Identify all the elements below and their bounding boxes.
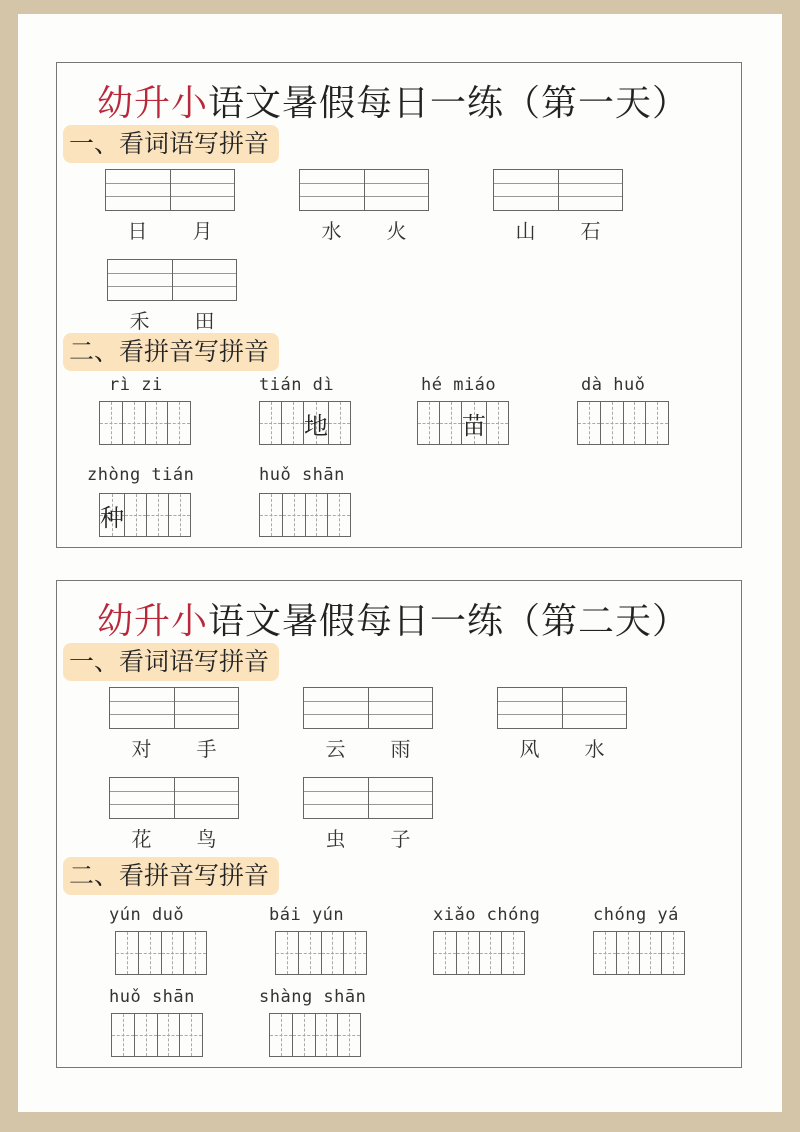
char-cell[interactable] <box>146 402 169 444</box>
section-heading: 二、看拼音写拼音 <box>63 333 279 371</box>
char-cell[interactable] <box>162 932 185 974</box>
day2-panel <box>56 580 742 1068</box>
word-writing-box[interactable] <box>497 687 627 729</box>
day1-panel <box>56 62 742 548</box>
pinyin-label: tián dì <box>259 375 335 395</box>
word-chars: 日 月 <box>127 219 213 243</box>
section-heading: 一、看词语写拼音 <box>63 125 279 163</box>
word-writing-box[interactable] <box>303 777 433 819</box>
char-cell[interactable] <box>601 402 624 444</box>
char-cell[interactable] <box>276 932 299 974</box>
char-writing-box[interactable] <box>259 401 351 445</box>
char-cell[interactable] <box>116 932 139 974</box>
char-cell[interactable] <box>306 494 329 536</box>
char-cell[interactable] <box>180 1014 202 1056</box>
char-cell[interactable] <box>158 1014 181 1056</box>
char-cell[interactable] <box>329 402 350 444</box>
char-cell[interactable] <box>434 932 457 974</box>
char-cell[interactable] <box>169 494 190 536</box>
char-cell[interactable] <box>462 402 487 444</box>
char-cell[interactable] <box>316 1014 339 1056</box>
worksheet-page <box>18 14 782 1112</box>
char-cell[interactable] <box>322 932 345 974</box>
cell-char: 苗 <box>462 411 486 440</box>
char-cell[interactable] <box>168 402 190 444</box>
char-cell[interactable] <box>139 932 162 974</box>
char-cell[interactable] <box>578 402 601 444</box>
pinyin-label: huǒ shān <box>109 987 195 1007</box>
section-heading: 一、看词语写拼音 <box>63 643 279 681</box>
char-cell[interactable] <box>328 494 350 536</box>
page-title: 幼升小语文暑假每日一练（第一天） <box>97 83 690 124</box>
char-cell[interactable] <box>338 1014 360 1056</box>
pinyin-label: shàng shān <box>259 987 367 1007</box>
char-cell[interactable] <box>100 494 125 536</box>
char-cell[interactable] <box>299 932 322 974</box>
char-cell[interactable] <box>184 932 206 974</box>
char-cell[interactable] <box>502 932 524 974</box>
word-writing-box[interactable] <box>299 169 429 211</box>
pinyin-label: yún duǒ <box>109 905 185 925</box>
char-cell[interactable] <box>282 402 304 444</box>
char-cell[interactable] <box>123 402 146 444</box>
char-cell[interactable] <box>270 1014 293 1056</box>
char-cell[interactable] <box>640 932 663 974</box>
pinyin-label: rì zi <box>109 375 163 395</box>
char-cell[interactable] <box>304 402 329 444</box>
pinyin-label: hé miáo <box>421 375 497 395</box>
char-cell[interactable] <box>457 932 480 974</box>
char-cell[interactable] <box>480 932 503 974</box>
char-writing-box[interactable] <box>259 493 351 537</box>
pinyin-label: dà huǒ <box>581 375 646 395</box>
char-writing-box[interactable] <box>115 931 207 975</box>
char-cell[interactable] <box>125 494 147 536</box>
char-writing-box[interactable] <box>99 493 191 537</box>
pinyin-label: huǒ shān <box>259 465 345 485</box>
pinyin-label: bái yún <box>269 905 345 925</box>
char-cell[interactable] <box>487 402 508 444</box>
char-cell[interactable] <box>260 402 282 444</box>
char-cell[interactable] <box>624 402 647 444</box>
char-writing-box[interactable] <box>99 401 191 445</box>
char-writing-box[interactable] <box>111 1013 203 1057</box>
char-writing-box[interactable] <box>275 931 367 975</box>
char-cell[interactable] <box>418 402 440 444</box>
char-writing-box[interactable] <box>417 401 509 445</box>
word-chars: 山 石 <box>515 219 601 243</box>
word-writing-box[interactable] <box>107 259 237 301</box>
section-heading: 二、看拼音写拼音 <box>63 857 279 895</box>
word-writing-box[interactable] <box>109 687 239 729</box>
char-writing-box[interactable] <box>433 931 525 975</box>
pinyin-label: zhòng tián <box>87 465 195 485</box>
char-cell[interactable] <box>100 402 123 444</box>
pinyin-label: xiǎo chóng <box>433 905 541 925</box>
word-chars: 花 鸟 <box>131 827 217 851</box>
word-chars: 禾 田 <box>129 309 215 333</box>
char-writing-box[interactable] <box>577 401 669 445</box>
char-writing-box[interactable] <box>269 1013 361 1057</box>
word-chars: 风 水 <box>519 737 605 761</box>
word-writing-box[interactable] <box>105 169 235 211</box>
word-chars: 对 手 <box>131 737 217 761</box>
char-cell[interactable] <box>293 1014 316 1056</box>
char-cell[interactable] <box>440 402 462 444</box>
char-cell[interactable] <box>617 932 640 974</box>
char-cell[interactable] <box>344 932 366 974</box>
char-cell[interactable] <box>112 1014 135 1056</box>
word-chars: 水 火 <box>321 219 407 243</box>
word-writing-box[interactable] <box>109 777 239 819</box>
word-writing-box[interactable] <box>303 687 433 729</box>
char-cell[interactable] <box>135 1014 158 1056</box>
word-chars: 虫 子 <box>325 827 411 851</box>
char-writing-box[interactable] <box>593 931 685 975</box>
char-cell[interactable] <box>594 932 617 974</box>
cell-char: 地 <box>304 411 328 440</box>
cell-char: 种 <box>100 503 124 532</box>
word-writing-box[interactable] <box>493 169 623 211</box>
char-cell[interactable] <box>147 494 169 536</box>
char-cell[interactable] <box>662 932 684 974</box>
word-chars: 云 雨 <box>325 737 411 761</box>
pinyin-label: chóng yá <box>593 905 679 925</box>
char-cell[interactable] <box>646 402 668 444</box>
page-title: 幼升小语文暑假每日一练（第二天） <box>97 601 690 642</box>
char-cell[interactable] <box>283 494 306 536</box>
char-cell[interactable] <box>260 494 283 536</box>
